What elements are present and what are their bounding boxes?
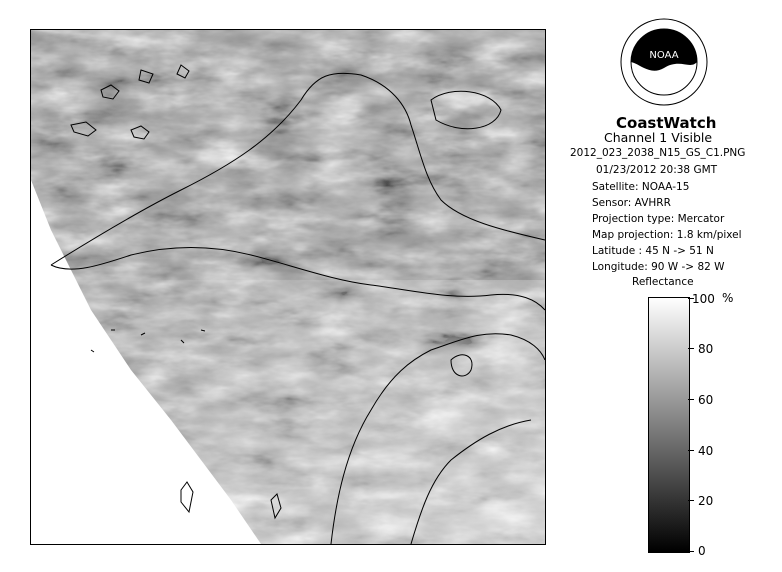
latitude-range: Latitude : 45 N -> 51 N [592,245,714,257]
app-title: CoastWatch [616,114,717,132]
satellite-image [30,29,546,545]
satellite-info: Satellite: NOAA-15 [592,181,690,193]
colorbar-tick-label: 40 [698,444,714,458]
filename: 2012_023_2038_N15_GS_C1.PNG [570,147,746,159]
datetime: 01/23/2012 20:38 GMT [596,164,718,176]
colorbar-tick [688,399,694,400]
colorbar-unit: % [722,291,734,305]
colorbar-tick-label: 80 [698,342,714,356]
colorbar-tick [688,551,694,552]
noaa-logo-label: NOAA [649,50,679,61]
colorbar-tick [688,348,694,349]
colorbar-tick-label: 0 [698,544,706,558]
colorbar-tick-label: 60 [698,393,714,407]
colorbar-tick [688,450,694,451]
noaa-logo [620,18,708,106]
colorbar-tick-label: 100 [692,292,715,306]
longitude-range: Longitude: 90 W -> 82 W [592,261,725,273]
sensor-info: Sensor: AVHRR [592,197,671,209]
noaa-logo-icon [620,18,708,106]
satellite-imagery-svg [31,30,545,544]
projection-type: Projection type: Mercator [592,213,725,225]
colorbar-tick-label: 20 [698,494,714,508]
colorbar [648,297,690,553]
map-projection: Map projection: 1.8 km/pixel [592,229,742,241]
colorbar-tick [688,500,694,501]
colorbar-label: Reflectance [632,276,694,288]
channel-label: Channel 1 Visible [604,130,713,145]
